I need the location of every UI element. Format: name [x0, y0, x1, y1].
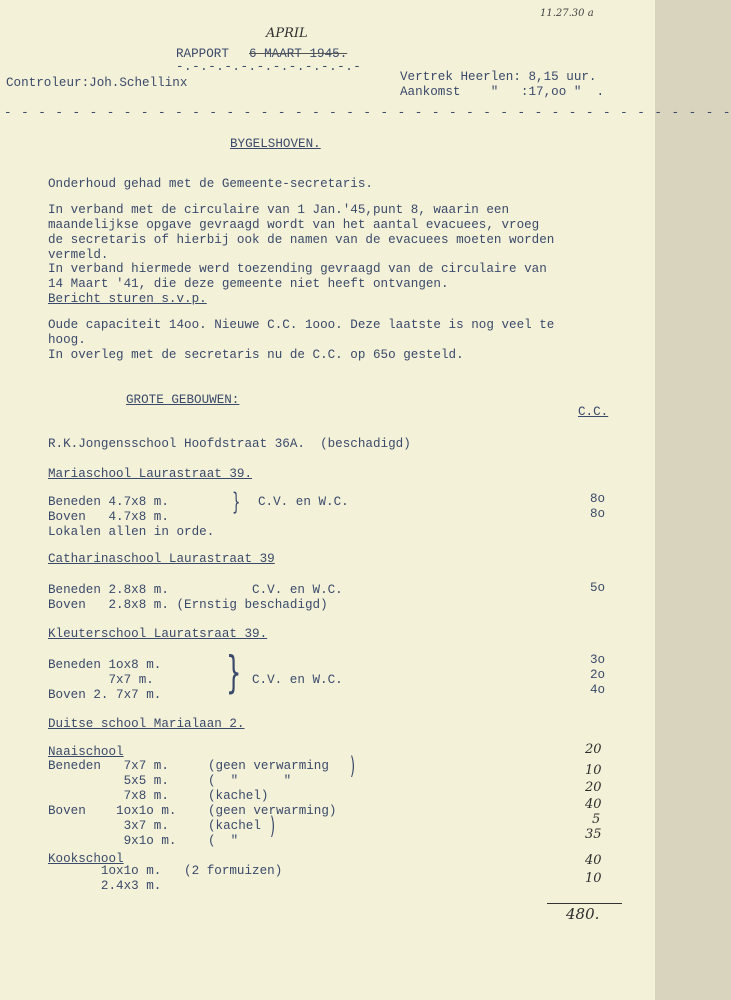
room-line: 5x5 m.	[48, 774, 169, 788]
room-note: C.V. en W.C.	[258, 495, 349, 509]
room-line: Boven 4.7x8 m.	[48, 510, 169, 524]
paragraph-line: In verband hiermede werd toezending gevraagd van de circulaire van	[48, 262, 547, 276]
handwritten-correction: APRIL	[266, 26, 308, 41]
report-title-prefix: RAPPORT	[176, 47, 229, 61]
building-title: Naaischool	[48, 745, 124, 759]
room-line: Boven 2. 7x7 m.	[48, 688, 162, 702]
room-line: Beneden 4.7x8 m.	[48, 495, 169, 509]
brace-symbol: }	[226, 647, 242, 698]
room-line: 3x7 m.	[48, 819, 169, 833]
paragraph-line: vermeld.	[48, 248, 109, 262]
room-line: Beneden 1ox8 m.	[48, 658, 162, 672]
paragraph-line: hoog.	[48, 333, 86, 347]
paragraph-line: In overleg met de secretaris nu de C.C. op 65o gesteld.	[48, 348, 464, 362]
room-line: Beneden 7x7 m.	[48, 759, 169, 773]
room-line: 7x8 m.	[48, 789, 169, 803]
handwritten-value: 5	[592, 812, 601, 827]
handwritten-value: 20	[585, 742, 602, 757]
cc-value: 8o	[590, 507, 606, 521]
report-title-date: 6 MAART 1945.	[249, 47, 348, 61]
handwritten-value: 40	[585, 853, 602, 868]
section-title: GROTE GEBOUWEN:	[126, 393, 240, 407]
room-note: (kachel	[208, 819, 261, 833]
handwritten-value: 10	[585, 871, 602, 886]
building-title: Mariaschool Laurastraat 39.	[48, 467, 253, 481]
paragraph-line: maandelijkse opgave gevraagd wordt van het aantal evacuees, vroeg	[48, 218, 540, 232]
room-line: Boven 1ox1o m.	[48, 804, 177, 818]
building-line: R.K.Jongensschool Hoofdstraat 36A. (beschadigd)	[48, 437, 411, 451]
room-line: 2.4x3 m.	[48, 879, 162, 893]
handwritten-value: 40	[585, 797, 602, 812]
place-title: BYGELSHOVEN.	[230, 137, 321, 151]
title-rule: -.-.-.-.-.-.-.-.-.-.-.-	[176, 60, 362, 74]
paragraph-line: de secretaris of hierbij ook de namen van de evacuees moeten worden	[48, 233, 555, 247]
cc-value: 3o	[590, 653, 606, 667]
arrival-line: Aankomst " :17,oo " .	[400, 85, 605, 99]
paragraph-line: Onderhoud gehad met de Gemeente-secretaris.	[48, 177, 373, 191]
paragraph-line: 14 Maart '41, die deze gemeente niet heeft ontvangen.	[48, 277, 449, 291]
departure-line: Vertrek Heerlen: 8,15 uur.	[400, 70, 597, 84]
building-title: Duitse school Marialaan 2.	[48, 717, 245, 731]
handwritten-total: 480.	[566, 905, 600, 923]
cc-value: 4o	[590, 683, 606, 697]
room-line: 1ox1o m. (2 formuizen)	[48, 864, 283, 878]
column-header-cc: C.C.	[578, 405, 609, 419]
room-line: 9x1o m.	[48, 834, 177, 848]
handwritten-value: 20	[585, 780, 602, 795]
building-title: Kleuterschool Lauratsraat 39.	[48, 627, 268, 641]
building-title: Kookschool	[48, 852, 124, 866]
room-note: (geen verwarming	[208, 759, 329, 773]
brace-symbol: )	[270, 812, 276, 840]
room-line: 7x7 m.	[48, 673, 154, 687]
room-line: Lokalen allen in orde.	[48, 525, 215, 539]
controller-line: Controleur:Joh.Schellinx	[6, 76, 188, 90]
cc-value: 5o	[590, 581, 606, 595]
paragraph-line: In verband met de circulaire van 1 Jan.'45,punt 8, waarin een	[48, 203, 510, 217]
sum-line	[547, 903, 622, 904]
cc-value: 8o	[590, 492, 606, 506]
room-note: ( "	[208, 834, 239, 848]
room-line: Boven 2.8x8 m. (Ernstig beschadigd)	[48, 598, 328, 612]
room-line: Beneden 2.8x8 m. C.V. en W.C.	[48, 583, 343, 597]
paragraph-line: Bericht sturen s.v.p.	[48, 292, 207, 306]
room-note: C.V. en W.C.	[252, 673, 343, 687]
brace-symbol: }	[232, 488, 241, 516]
room-note: ( " "	[208, 774, 292, 788]
header-separator: - - - - - - - - - - - - - - - - - - - - - - - - - - - - - - - - - - - - - - - - - - -	[4, 106, 731, 120]
handwritten-value: 35	[585, 827, 602, 842]
paragraph-line: Oude capaciteit 14oo. Nieuwe C.C. 1ooo. Deze laatste is nog veel te	[48, 318, 555, 332]
cc-value: 2o	[590, 668, 606, 682]
room-note: (geen verwarming)	[208, 804, 337, 818]
archive-number: 11.27.30 a	[540, 8, 594, 19]
building-title: Catharinaschool Laurastraat 39	[48, 552, 275, 566]
brace-symbol: )	[350, 752, 356, 780]
room-note: (kachel)	[208, 789, 269, 803]
handwritten-value: 10	[585, 763, 602, 778]
